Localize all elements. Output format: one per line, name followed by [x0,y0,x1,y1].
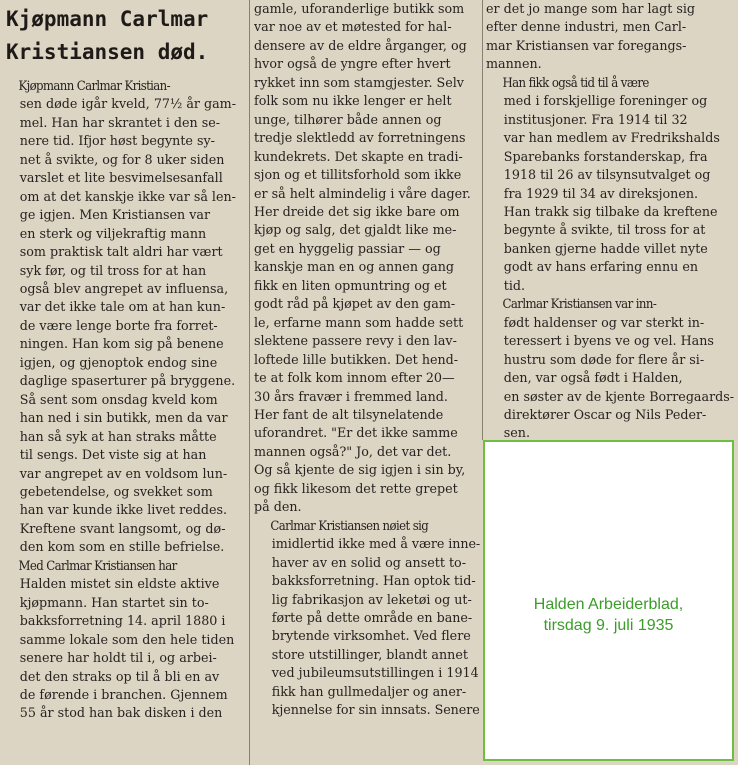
paragraph [2,557,246,723]
text-line: Med Carlmar Kristiansen har [18,557,177,573]
text-line: teressert i byens ve og vel. Hans [503,333,714,349]
text-line: tid. [503,277,526,293]
text-line: loftede lille butikken. Det hend- [254,351,459,367]
text-line: Halden mistet sin eldste aktive [19,576,220,592]
text-line: mannen. [486,56,542,72]
text-line: gamle, uforanderlige butikk som [254,1,465,16]
text-line: kjøp og salg, det gjaldt like me- [254,222,457,238]
article-column-3 [486,0,734,443]
text-line: 30 års fravær i fremmed land. [254,388,448,404]
text-line: banken gjerne hadde villet nyte [503,240,708,256]
text-line: var det ikke tale om at han kun- [19,299,226,315]
text-line: mannen også?" Jo, det var det. [254,443,452,459]
text-line: sen. [503,425,530,441]
paragraph [2,77,246,557]
text-line: sjon og et tillitsforhold som ikke [254,167,462,183]
text-line: tredje slektledd av forretningens [254,130,466,146]
text-line: bakksforretning. Han optok tid- [271,573,476,589]
text-line: hustru som døde for flere år si- [503,351,705,367]
text-line: lig fabrikasjon av leketøi og ut- [271,591,472,607]
text-line: fikk en liten opmuntring og et [254,277,447,293]
text-line: født haldenser og var sterkt in- [503,314,705,330]
text-line: en sterk og viljekraftig mann [19,225,207,241]
text-line: han ned i sin butikk, men da var [19,410,228,426]
text-line: den, var også født i Halden, [503,370,683,386]
text-line: le, erfarne mann som hadde sett [254,314,464,330]
text-line: Han fikk også tid til å være [502,74,649,90]
text-line: Sparebanks forstanderskap, fra [503,148,708,164]
text-line: godt råd på kjøpet av den gam- [254,296,456,312]
text-line: var han medlem av Fredrikshalds [503,130,720,146]
text-line: institusjoner. Fra 1914 til 32 [503,111,688,127]
column-rule [249,0,250,765]
text-line: densere av de eldre årganger, og [254,37,467,53]
text-line: godt av hans erfaring ennu en [503,259,699,275]
text-line: Han trakk sig tilbake da kreftene [503,203,718,219]
text-line: han så syk at han straks måtte [19,428,217,444]
text-line: 55 år stod han bak disken i den [19,705,223,721]
paragraph [486,0,734,74]
text-line: Så sent som onsdag kveld kom [19,391,218,407]
text-line: førte på dette område en bane- [271,609,473,625]
text-line: store utstillinger, blandt annet [271,646,468,662]
text-line: direktører Oscar og Nils Peder- [503,406,707,422]
text-line: senere har holdt til i, og arbei- [19,650,217,666]
text-line: en søster av de kjente Borregaards- [503,388,734,404]
text-line: er det jo mange som har lagt sig [486,1,696,16]
text-line: mel. Han har skrantet i den se- [19,114,221,130]
text-line: Her fant de alt tilsynelatende [254,406,444,422]
text-line: brytende virksomhet. Ved flere [271,628,471,644]
text-line: kjennelse for sin innsats. Senere [271,702,480,718]
text-line: mar Kristiansen var foregangs- [486,37,687,53]
text-line: sen døde igår kveld, 77½ år gam- [19,96,237,112]
text-line: Kjøpmann Carlmar Kristian- [18,78,170,93]
text-line: unge, tilhører både annen og [254,111,442,127]
text-line: imidlertid ikke med å være inne- [271,536,480,552]
text-line: ningen. Han kom sig på benene [19,336,224,352]
text-line: han var kunde ikke livet reddes. [19,502,227,518]
text-line: som praktisk talt aldri har vært [19,244,223,260]
source-caption [485,594,732,636]
headline-line: Kjøpmann Carlmar [6,7,209,31]
text-line: syk før, og til tross for at han [19,262,207,278]
text-line: nere tid. Ifjor høst begynte sy- [19,133,215,149]
caption-newspaper: Halden Arbeiderblad, [533,596,684,613]
text-line: fra 1929 til 34 av direksjonen. [503,185,699,201]
text-line: gebetendelse, og svekket som [19,483,213,499]
text-line: samme lokale som den hele tiden [19,631,235,647]
article-column-2 [254,0,480,720]
text-line: var noe av et møtested for hal- [254,19,452,35]
text-line: haver av en solid og ansett to- [271,554,466,570]
text-line: og fikk likesom det rette grepet [254,480,458,496]
caption-date: tirsdag 9. juli 1935 [543,617,674,634]
text-line: ved jubileumsutstillingen i 1914 [271,665,479,681]
headline-line: Kristiansen død. [6,40,209,64]
text-line: daglige spaserturer på bryggene. [19,373,236,389]
text-line: Og så kjente de sig igjen i sin by, [254,462,466,478]
text-line: te at folk kom innom efter 20— [254,370,455,386]
text-line: slektene passere revy i den lav- [254,333,457,349]
text-line: kundekrets. Det skapte en tradi- [254,148,463,164]
article-headline [6,3,246,69]
text-line: på den. [254,499,302,515]
caption-box [483,440,734,761]
text-line: bakksforretning 14. april 1880 i [19,613,226,629]
text-line: var angrepet av en voldsom lun- [19,465,228,481]
text-line: igjen, og gjenoptok endog sine [19,354,218,370]
text-line: om at det kanskje ikke var så len- [19,188,236,204]
text-line: de førende i branchen. Gjennem [19,686,228,702]
text-line: net å svikte, og for 8 uker siden [19,151,225,167]
text-line: uforandret. "Er det ikke samme [254,425,458,441]
text-line: Kreftene svant langsomt, og dø- [19,520,226,536]
text-line: Carlmar Kristiansen var inn- [502,296,657,312]
column-rule [482,0,483,440]
text-line: det den straks op til å bli en av [19,668,220,684]
text-line: Her dreide det sig ikke bare om [254,203,460,219]
text-line: begynte å svikte, til tross for at [503,222,706,238]
text-line: varslet et lite besvimelsesanfall [19,170,223,186]
text-line: den kom som en stille befrielse. [19,539,225,555]
text-line: efter denne industri, men Carl- [486,19,687,35]
paragraph [254,517,480,720]
text-line: også blev angrepet av influensa, [19,280,229,296]
text-line: get en hyggelig passiar — og [254,240,441,256]
text-line: Carlmar Kristiansen nøiet sig [270,517,429,533]
text-line: er så helt almindelig i våre dager. [254,185,471,201]
paragraph [254,0,480,517]
text-line: folk som nu ikke lenger er helt [254,93,452,109]
text-line: til sengs. Det viste sig at han [19,447,207,463]
text-line: kjøpmann. Han startet sin to- [19,594,209,610]
text-line: rykket inn som stamgjester. Selv [254,74,464,90]
text-line: fikk han gullmedaljer og aner- [271,683,467,699]
paragraph [486,74,734,295]
text-line: 1918 til 26 av tilsynsutvalget og [503,167,711,183]
text-line: kanskje man en og annen gang [254,259,455,275]
text-line: med i forskjellige foreninger og [503,93,708,109]
text-line: ge igjen. Men Kristiansen var [19,207,211,223]
article-column-1 [2,0,246,723]
paragraph [486,295,734,443]
text-line: de være lenge borte fra forret- [19,317,218,333]
text-line: hvor også de yngre efter hvert [254,56,451,72]
